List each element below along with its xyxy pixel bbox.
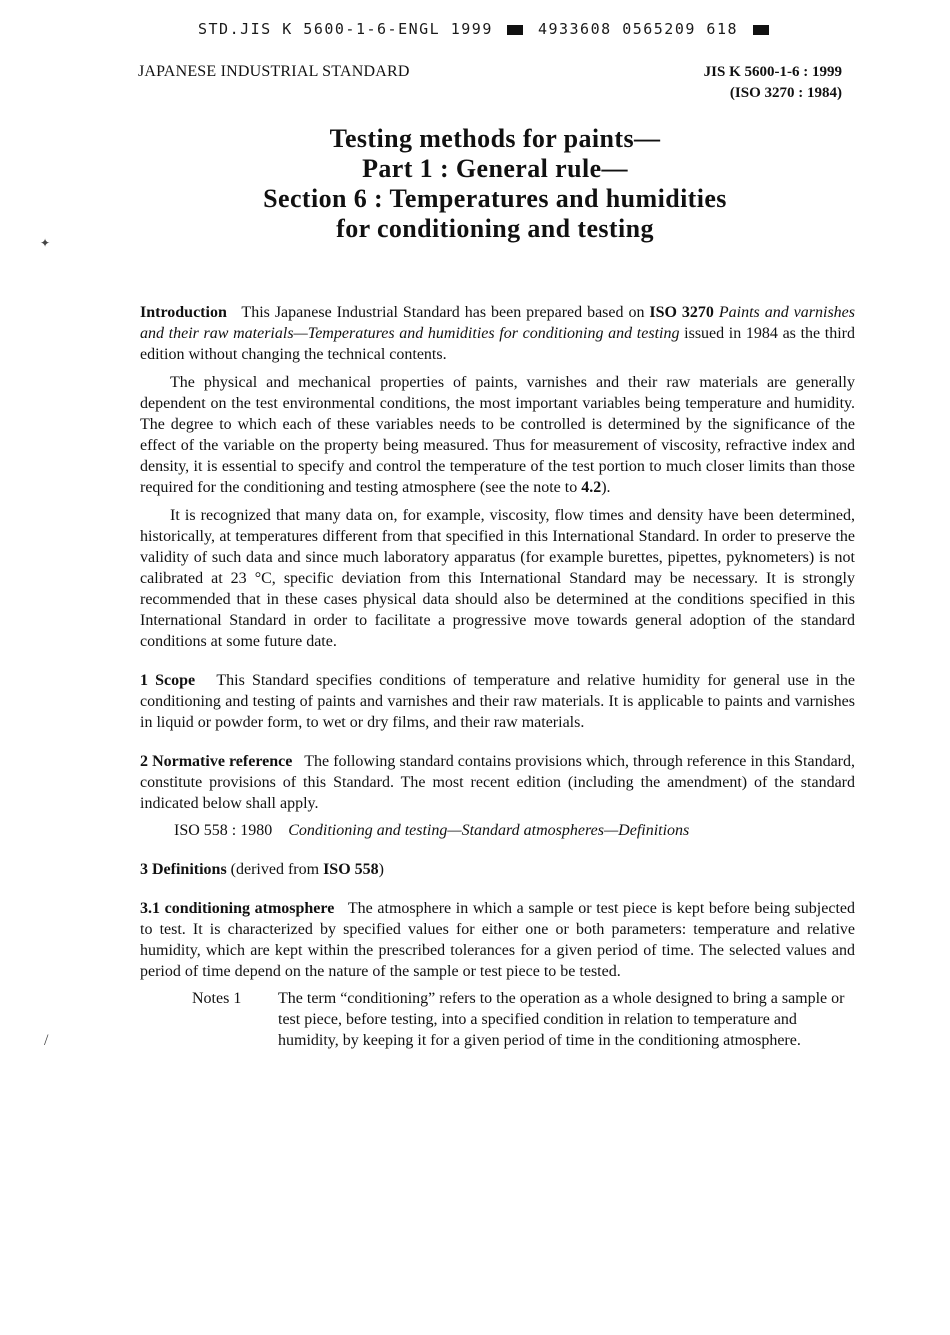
- stamp-block-mark: [753, 25, 769, 35]
- stamp-block-mark: [507, 25, 523, 35]
- normative-reference-item: ISO 558 : 1980 Conditioning and testing—Standard atmospheres—Definitions: [174, 822, 690, 839]
- definition-3-1: 3.1 conditioning atmosphere The atmosphere in which a sample or test piece is kept before being subjected to test. It is characterized by specified values for either one or both parameters: temperature and relative humidity, which are kept within the prescribed tolerances for a given period of time. The selected values and period of time depend on the nature of the sample or test piece to be tested.: [140, 900, 855, 980]
- title-line-4: for conditioning and testing: [336, 214, 654, 243]
- notes-label: Notes 1: [192, 990, 242, 1007]
- stamp-left: STD.JIS K 5600-1-6-ENGL 1999: [198, 20, 493, 38]
- jis-number: JIS K 5600-1-6 : 1999: [703, 64, 842, 80]
- stamp-code-2: 0565209 618: [622, 20, 739, 38]
- introduction-heading: Introduction: [140, 304, 227, 321]
- section-scope: 1 Scope This Standard specifies conditions of temperature and relative humidity for general use in the conditioning and testing of paints and varnishes and their raw materials. It is applicable to paints and varnishes in liquid or powder form, to wet or dry films, and their raw materials.: [140, 672, 856, 731]
- definition-3-1-heading: 3.1 conditioning atmosphere: [140, 900, 335, 917]
- paragraph-properties: The physical and mechanical properties of paints, varnishes and their raw materials are generally dependent on the test environmental conditions, the most important variables being temperature and humidity. The degree to which each of these variables needs to be controlled is determined by the significance of the effect of the variable on the property being measured. Thus for measurement of viscosity, refractive index and density, it is essential to specify and control the temperature of the test portion to much closer limits than those required for the conditioning and testing atmosphere (see the note to 4.2).: [140, 374, 855, 496]
- document-title: [0, 124, 950, 244]
- document-body: [140, 302, 855, 1051]
- header-organization: JAPANESE INDUSTRIAL STANDARD: [138, 63, 410, 80]
- normative-heading: 2 Normative reference: [140, 753, 293, 770]
- document-stamp: [198, 20, 773, 38]
- clause-reference: 4.2: [581, 479, 602, 496]
- scope-heading: 1 Scope: [140, 672, 196, 689]
- notes-block: [140, 988, 855, 1051]
- header-standard-number: [704, 62, 842, 104]
- definitions-heading: 3 Definitions: [140, 861, 227, 878]
- margin-mark: ✦: [40, 236, 51, 250]
- margin-mark: /: [44, 1032, 49, 1049]
- iso-reference: ISO 3270: [649, 304, 714, 321]
- stamp-code-1: 4933608: [537, 20, 612, 38]
- notes-text: The term “conditioning” refers to the operation as a whole designed to bring a sample or test piece, before testing, into a specified condition in relation to temperature and humidity, by keeping it for a given period of time in the conditioning atmosphere.: [278, 990, 845, 1049]
- title-line-1: Testing methods for paints—: [329, 124, 661, 153]
- section-normative-reference: 2 Normative reference The following standard contains provisions which, through reference in this Standard, constitute provisions of this Standard. The most recent edition (including the amendment) of the standard indicated below shall apply.: [140, 753, 856, 812]
- title-line-3: Section 6 : Temperatures and humidities: [263, 184, 727, 213]
- title-line-2: Part 1 : General rule—: [362, 154, 628, 183]
- iso-title: Paints and varnishes and their raw materials—Temperatures and humidities for conditioning and testing: [140, 304, 856, 342]
- iso-number: (ISO 3270 : 1984): [729, 85, 842, 101]
- section-definitions: 3 Definitions (derived from ISO 558): [140, 861, 384, 878]
- paragraph-historical-data: It is recognized that many data on, for example, viscosity, flow times and density have been determined, historically, at temperatures different from that specified in this International Standard. In order to preserve the validity of such data and since much laboratory apparatus (for example burettes, pipettes, pyknometers) is not calibrated at 23 °C, specific deviation from this International Standard may be necessary. It is strongly recommended that in these cases physical data should also be determined at the conditions specified in this International Standard in order to facilitate a progressive move towards general adoption of the standard conditions at some future date.: [140, 507, 855, 650]
- introduction-paragraph: Introduction This Japanese Industrial Standard has been prepared based on ISO 3270 Paints and varnishes and their raw materials—Temperatures and humidities for conditioning and testing issued in 1984 as the third edition without changing the technical contents.: [140, 304, 856, 363]
